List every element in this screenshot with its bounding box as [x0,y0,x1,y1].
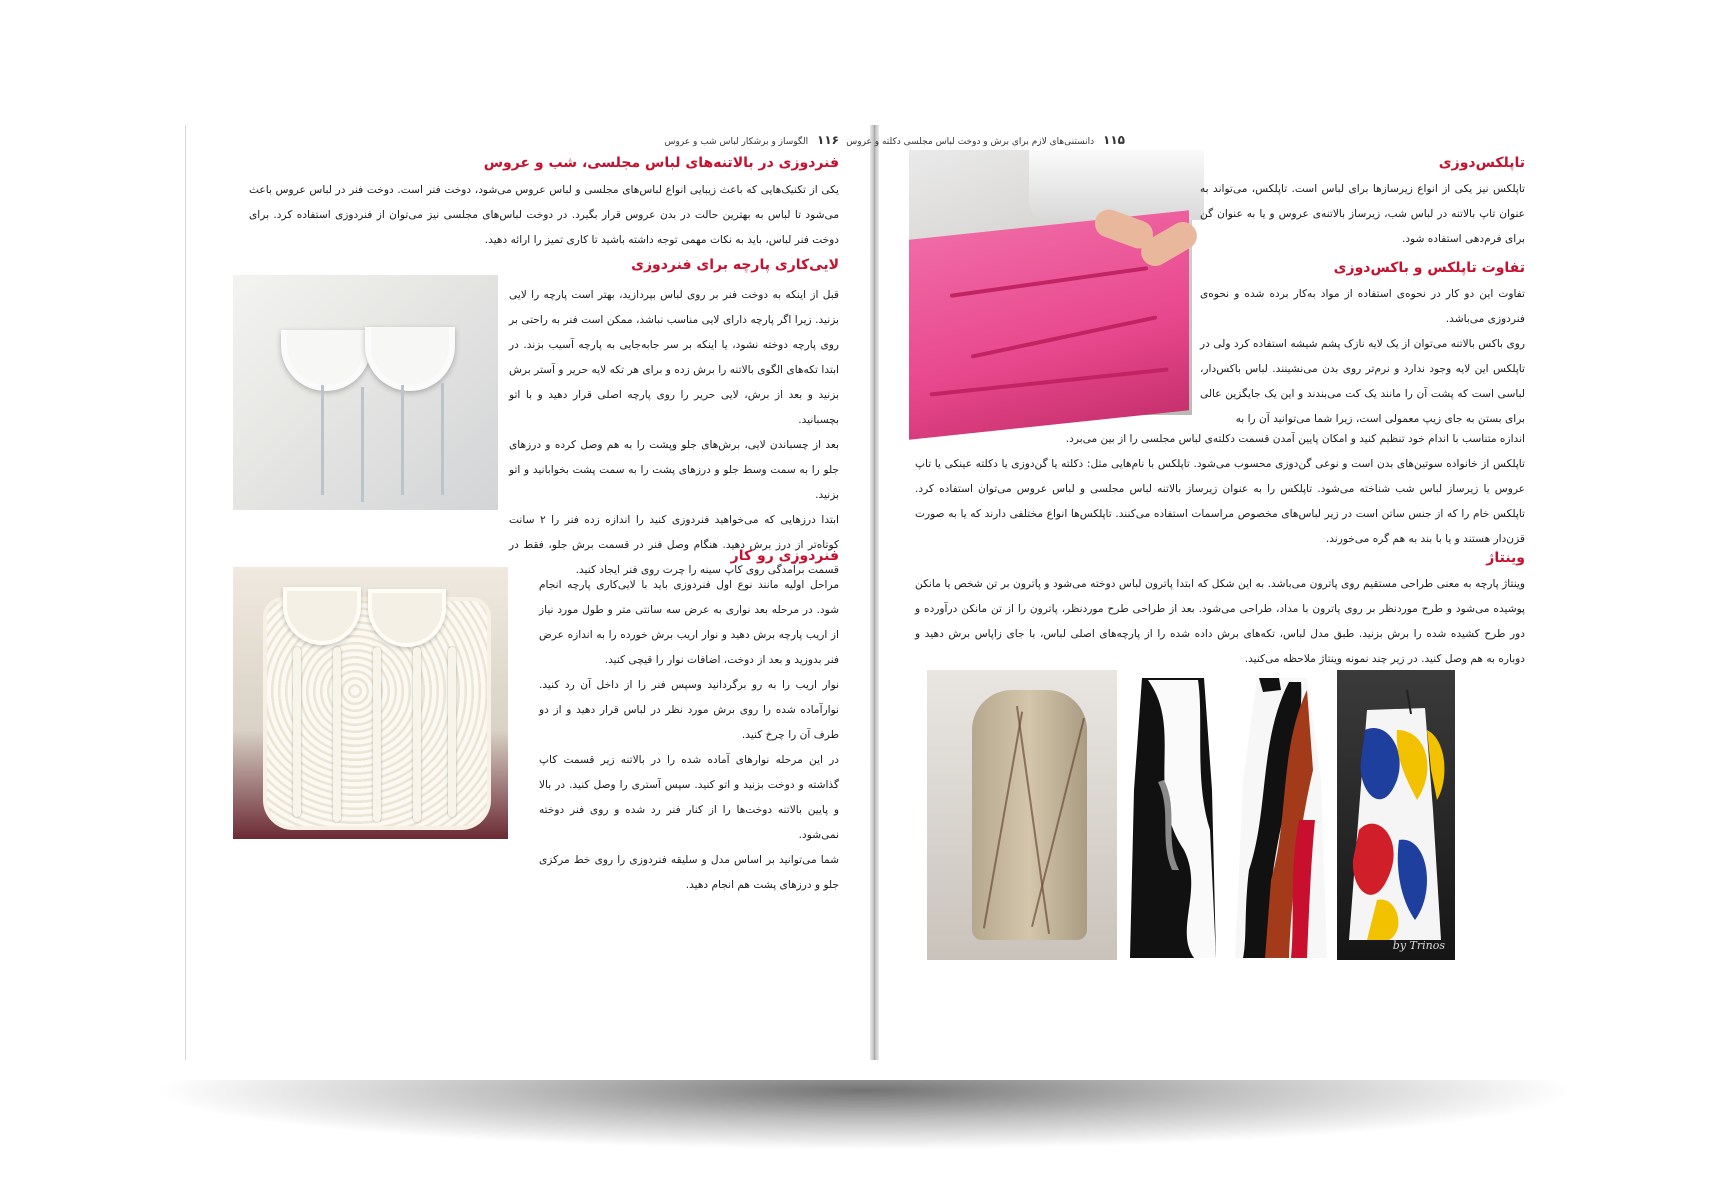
right-section3-text: وینتاژ پارچه به معنی طراحی مستقیم روی پاترون می‌باشد. به این شکل که ابتدا پاترون لباس دوخته می‌شود و پاترون بر تن شخص یا مانکن پوشیده می‌شود و طرح موردنظر بر روی پاترون با مداد، طراحی می‌شود. بعد از طراحی طرح موردنظر، پاترون را از تن مانکن درآورده و دور طرح کشیده شده را برش بزنید. طبق مدل لباس، تکه‌های برش داده شده را از پارچه‌های اصلی لباس، با جای زاپاس برش دهید و دوباره به هم وصل کنید. در زیر چند نمونه وینتاژ ملاحظه می‌کنید. [915,578,1525,665]
left-running-title: الگوساز و برشکار لباس شب و عروس [664,137,809,147]
left-page [185,125,871,1060]
left-section2-heading: لایی‌کاری پارچه برای فنردوزی [631,257,839,273]
left-section2-text: قبل از اینکه به دوخت فنر بر روی لباس بپردازید، بهتر است پارچه را لایی بزنید. زیرا اگر پارچه دارای لایی مناسب نباشد، ممکن است فنر به راحتی بر روی پارچه دوخته نشود، یا اینکه بر سر جابه‌جایی به پارچه آسیب بزند. در ابتدا تکه‌های الگوی بالاتنه را برش زده و برای هر تکه لایه حریر و آستر برش بزنید و بعد از برش، لایی حریر را روی پارچه اصلی قرار دهید و با اتو بچسبانید. بعد از چسباندن لایی، برش‌های جلو وپشت را به هم وصل کرده و درزهای جلو را به سمت وسط جلو و درزهای پشت را به سمت پشت بخوابانید و اتو بزنید. ابتدا درزهایی که می‌خواهید فنردوزی کنید را اندازه زده فنر را ۲ سانت کوتاه‌تر از درز برش دهید. هنگام وصل فنر در قسمت برش جلو، فقط در قسمت برآمدگی روی کاپ سینه را چرت روی فنر ایجاد کنید. [509,289,839,576]
book-gutter [870,125,879,1060]
right-page [846,125,1545,1060]
right-section2-heading: تفاوت تاپلکس و باکس‌دوزی [1333,260,1525,276]
left-page-number: ۱۱۶ [817,133,839,147]
corset-white-photo [233,275,498,510]
sewing-pink-corset-photo [909,150,1192,415]
photo-signature: by Trinos [1392,939,1445,952]
black-white-dress-photo [1124,670,1222,960]
right-page-number: ۱۱۵ [1103,133,1125,147]
right-section1-text: تاپلکس نیز یکی از انواع زیرسازها برای لباس است. تاپلکس، می‌تواند به عنوان تاپ بالاتنه در لباس شب، زیرساز بالاتنه‌ی عروس و یا به عنوان گن برای فرم‌دهی استفاده شود. [1200,183,1525,245]
corset-lace-photo [233,567,508,839]
left-section1-text: یکی از تکنیک‌هایی که باعث زیبایی انواع لباس‌های مجلسی و لباس عروس می‌شود، دوخت فنر است. دوخت فنر در لباس عروس باعث می‌شود تا لباس به بهترین حالت در بدن عروس قرار بگیرد. در دوخت لباس‌های مجلسی نیز می‌توان از فنردوزی استفاده کرد. برای دوخت فنر لباس، باید به نکات مهمی توجه داشته باشید تا کاری تمیز را ارائه دهید. [249,184,839,246]
left-running-head [664,133,839,147]
painted-dress-photo [1337,670,1455,960]
right-running-head [846,133,1125,147]
left-section3-heading: فنردوزی رو کار [730,548,839,564]
left-section1-heading: فنردوزی در بالاتنه‌های لباس مجلسی، شب و عروس [483,155,839,171]
right-section2-text-beside: تفاوت این دو کار در نحوه‌ی استفاده از مواد به‌کار برده شده و نحوه‌ی فنردوزی می‌باشد. روی باکس بالاتنه می‌توان از یک لایه نازک پشم شیشه استفاده کرد ولی در تاپلکس این لایه وجود ندارد و نرم‌تر روی بدن می‌نشینند. لباس باکس‌دار، لباسی است که پشت آن را مانند یک کت می‌بندند و این یک جایگزین عالی برای بستن به جای زیپ معمولی است، زیرا شما می‌توانید آن را به [1200,288,1525,425]
right-section2-text-full: اندازه متناسب با اندام خود تنظیم کنید و امکان پایین آمدن قسمت دکلته‌ی لباس مجلسی را از بین می‌برد. تاپلکس از خانواده سوتین‌های بدن است و نوعی گن‌دوزی محسوب می‌شود. تاپلکس با نام‌هایی مثل: دکلته یا گن‌دوزی یا دکلته عینکی یا تاپ عروس یا زیرساز لباس شب شناخته می‌شود. تاپلکس را به عنوان زیرساز بالاتنه لباس مجلسی و لباس عروس می‌توان استفاده کرد. تاپلکس خام را که از جنس ساتن است در زیر لباس‌های مخصوص مراسمات استفاده می‌کنند. تاپلکس‌ها انواع مختلفی دارند که یا به صورت قزن‌دار هستند و یا با بند به هم گره می‌خورند. [915,433,1525,545]
right-section1-heading: تاپلکس‌دوزی [1438,155,1525,171]
colorblock-dress-photo [1229,670,1331,960]
right-section3-heading: وینتاژ [1486,550,1525,566]
muslin-dress-form-photo [927,670,1117,960]
right-running-title: دانستنی‌های لازم برای برش و دوخت لباس مجلسی دکلته و عروس [846,137,1095,147]
book-shadow [150,1080,1580,1150]
book-spread [185,125,1545,1060]
left-section3-text: مراحل اولیه مانند نوع اول فنردوزی باید با لایی‌کاری پارچه انجام شود. در مرحله بعد نواری به عرض سه سانتی متر و طول مورد نیاز از اریب پارچه برش دهید و نوار اریب برش خورده را به اندازه عرض فنر بدوزید و بعد از دوخت، اضافات نوار را قیچی کنید. نوار اریب را به رو برگردانید وسپس فنر را از داخل آن رد کنید. نوارآماده شده را روی برش مورد نظر در لباس قرار دهید و از دو طرف آن را چرخ کنید. در این مرحله نوارهای آماده شده را در بالاتنه زیر قسمت کاپ گذاشته و دوخت بزنید و اتو کنید. سپس آستری را وصل کنید. در بالا و پایین بالاتنه دوخت‌ها را از کنار فنر رد شده و روی فنر دوخته نمی‌شود. شما می‌توانید بر اساس مدل و سلیقه فنردوزی را روی خط مرکزی جلو و درزهای پشت هم انجام دهید. [539,579,839,891]
